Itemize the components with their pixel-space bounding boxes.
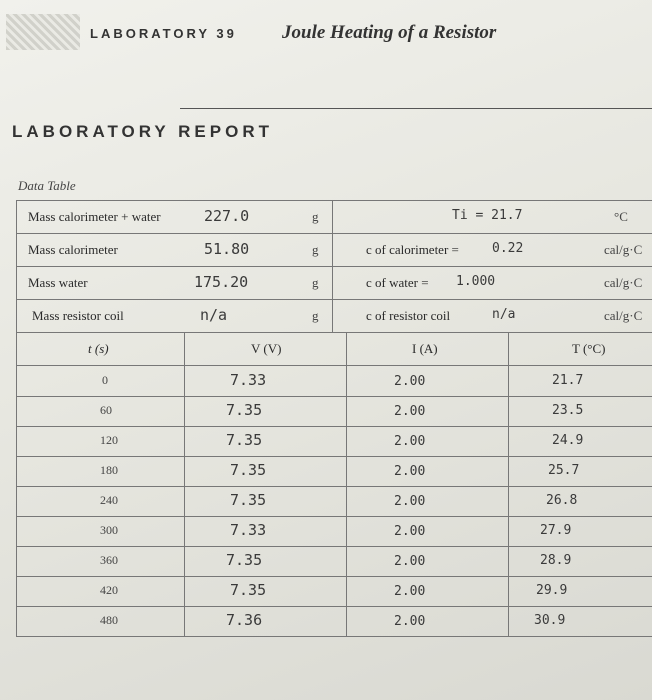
table-cell-current: 2.00 [394, 374, 426, 389]
column-header-voltage: V (V) [251, 341, 282, 356]
table-cell-voltage: 7.35 [230, 461, 267, 479]
row-divider [16, 576, 652, 577]
table-cell-time: 0 [102, 373, 108, 387]
row-divider [16, 426, 652, 427]
info-value: 175.20 [194, 273, 249, 291]
table-cell-time: 240 [100, 493, 118, 507]
table-cell-temperature: 25.7 [548, 463, 580, 478]
table-cell-time: 60 [100, 403, 112, 417]
info-unit: g [312, 242, 319, 257]
info-label: Mass calorimeter + water [28, 209, 161, 224]
table-border-left [16, 200, 17, 636]
info-label: Mass water [28, 275, 88, 290]
table-cell-voltage: 7.35 [226, 551, 263, 569]
table-cell-voltage: 7.33 [230, 371, 267, 389]
header-divider [180, 108, 652, 109]
info-unit: g [312, 275, 319, 290]
info-right-label: c of resistor coil [366, 308, 451, 323]
column-divider [184, 332, 185, 636]
row-divider [16, 365, 652, 366]
row-divider [16, 606, 652, 607]
table-cell-current: 2.00 [394, 434, 426, 449]
table-cell-time: 300 [100, 523, 118, 537]
table-cell-voltage: 7.33 [230, 521, 267, 539]
column-divider [508, 332, 509, 636]
info-label: Mass resistor coil [32, 308, 124, 323]
info-right-unit: °C [614, 209, 628, 224]
info-unit: g [312, 308, 319, 323]
table-cell-temperature: 29.9 [536, 583, 568, 598]
table-cell-current: 2.00 [394, 584, 426, 599]
table-cell-temperature: 30.9 [534, 613, 566, 628]
table-cell-time: 420 [100, 583, 118, 597]
column-header-temperature: T (°C) [572, 341, 606, 356]
info-right-label: Ti = 21.7 [452, 208, 523, 223]
row-divider [16, 456, 652, 457]
info-value: 51.80 [204, 240, 250, 258]
info-right-value: n/a [492, 307, 516, 322]
decorative-corner-graphic [6, 14, 80, 50]
lab-title: Joule Heating of a Resistor [282, 22, 497, 43]
info-right-value: 0.22 [492, 241, 524, 256]
row-divider [16, 233, 652, 234]
info-label: Mass calorimeter [28, 242, 118, 257]
column-header-time: t (s) [88, 341, 109, 356]
table-cell-time: 480 [100, 613, 118, 627]
table-cell-temperature: 26.8 [546, 493, 578, 508]
table-border-top [16, 200, 652, 201]
info-right-unit: cal/g·C [604, 242, 643, 257]
table-cell-temperature: 28.9 [540, 553, 572, 568]
table-cell-voltage: 7.35 [230, 491, 267, 509]
row-divider [16, 516, 652, 517]
table-cell-current: 2.00 [394, 494, 426, 509]
table-cell-current: 2.00 [394, 464, 426, 479]
table-cell-temperature: 24.9 [552, 433, 584, 448]
row-divider [16, 546, 652, 547]
table-cell-temperature: 21.7 [552, 373, 584, 388]
table-cell-current: 2.00 [394, 554, 426, 569]
row-divider [16, 486, 652, 487]
lab-number: LABORATORY 39 [90, 26, 237, 41]
row-divider [16, 636, 652, 637]
info-value: 227.0 [204, 207, 250, 225]
table-cell-current: 2.00 [394, 524, 426, 539]
row-divider [16, 266, 652, 267]
table-cell-voltage: 7.36 [226, 611, 263, 629]
data-table-label: Data Table [18, 178, 76, 193]
row-divider [16, 299, 652, 300]
table-cell-temperature: 23.5 [552, 403, 584, 418]
table-cell-voltage: 7.35 [230, 581, 267, 599]
table-cell-time: 120 [100, 433, 118, 447]
table-cell-voltage: 7.35 [226, 401, 263, 419]
table-cell-temperature: 27.9 [540, 523, 572, 538]
info-right-unit: cal/g·C [604, 308, 643, 323]
info-unit: g [312, 209, 319, 224]
row-divider [16, 332, 652, 333]
table-cell-time: 180 [100, 463, 118, 477]
table-cell-voltage: 7.35 [226, 431, 263, 449]
table-cell-current: 2.00 [394, 404, 426, 419]
info-right-value: 1.000 [456, 274, 496, 289]
row-divider [16, 396, 652, 397]
info-right-label: c of water = [366, 275, 429, 290]
table-cell-current: 2.00 [394, 614, 426, 629]
report-title: LABORATORY REPORT [12, 122, 273, 141]
column-divider [346, 332, 347, 636]
info-right-label: c of calorimeter = [366, 242, 459, 257]
column-divider [332, 200, 333, 332]
info-value: n/a [200, 306, 228, 324]
info-right-unit: cal/g·C [604, 275, 643, 290]
table-cell-time: 360 [100, 553, 118, 567]
column-header-current: I (A) [412, 341, 438, 356]
